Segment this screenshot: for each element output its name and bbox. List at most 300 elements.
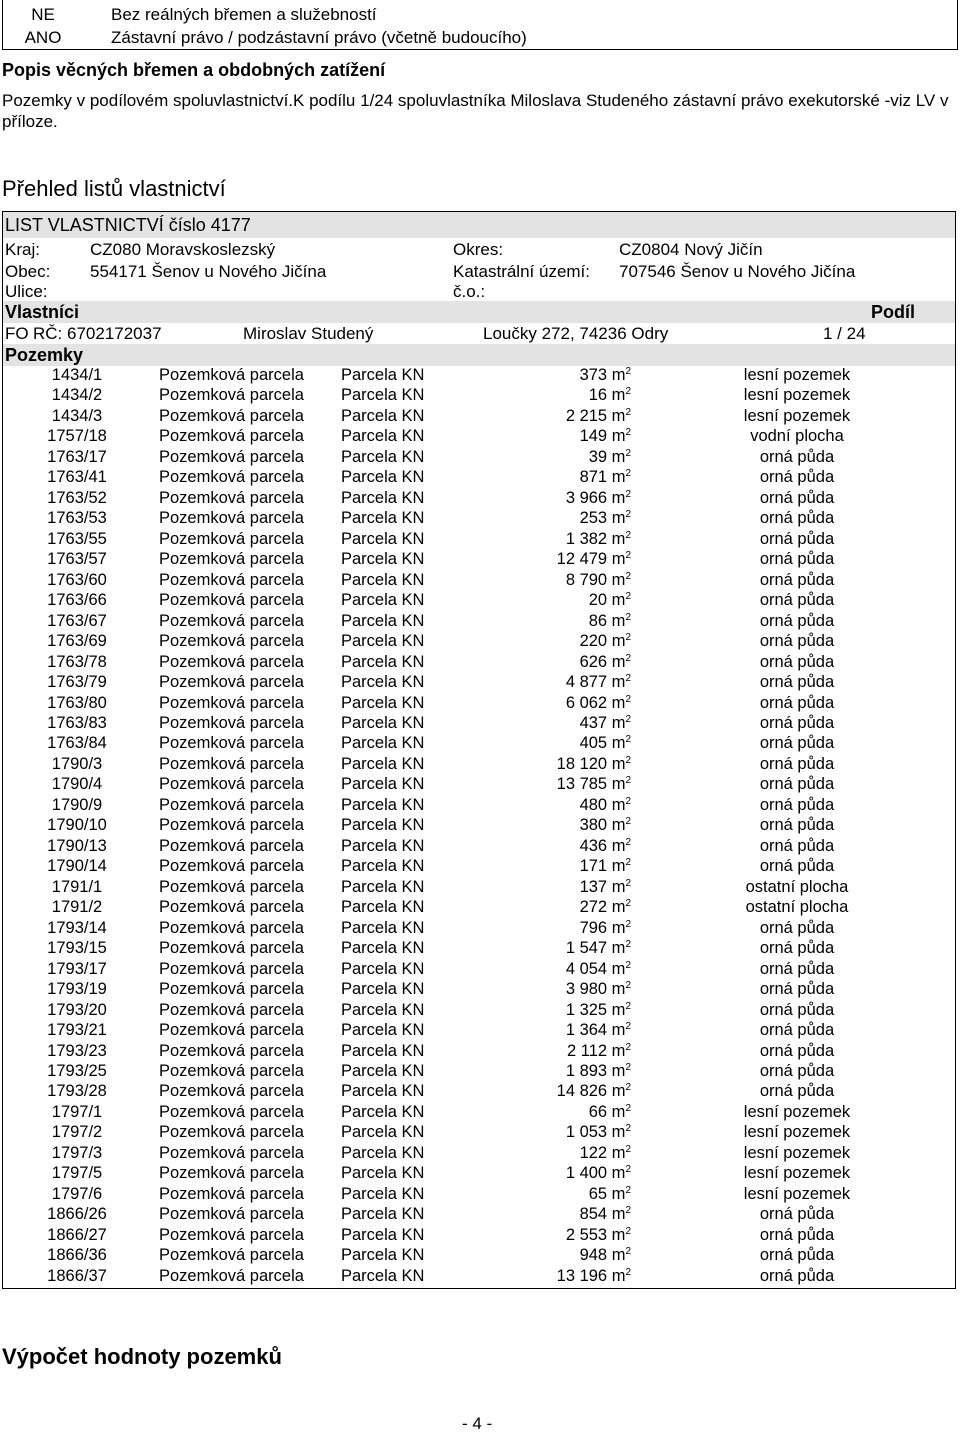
area-superscript: 2 [625, 427, 631, 439]
parcel-land-use: orná půda [759, 673, 835, 692]
vlastnici-band [3, 301, 955, 323]
parcel-land-use: lesní pozemek [743, 1184, 851, 1203]
parcel-area-value: 8 790 m [565, 570, 626, 589]
owner-name: Miroslav Studený [243, 324, 374, 343]
parcel-row [3, 591, 955, 612]
parcel-area [433, 366, 631, 385]
parcel-source: Parcela KN [341, 673, 425, 692]
parcel-type: Pozemková parcela [159, 1164, 304, 1183]
parcel-land-use: orná půda [759, 1021, 835, 1040]
parcel-land-use: orná půda [759, 447, 835, 466]
area-superscript: 2 [625, 857, 631, 869]
parcel-type: Pozemková parcela [159, 1021, 304, 1040]
parcel-area [433, 612, 631, 631]
parcel-type: Pozemková parcela [159, 386, 304, 405]
parcel-row [3, 407, 955, 428]
parcel-source: Parcela KN [341, 713, 425, 732]
parcel-area-value: 1 547 m [565, 939, 626, 958]
parcel-area-value: 2 215 m [565, 406, 626, 425]
parcel-land-use: lesní pozemek [743, 366, 851, 384]
lv-header-band [3, 212, 955, 238]
parcel-row [3, 1205, 955, 1226]
parcel-land-use: orná půda [759, 836, 835, 855]
parcel-area [433, 673, 631, 692]
obec-label: Obec: [5, 262, 51, 281]
parcel-area-value: 4 877 m [565, 673, 626, 692]
parcel-source: Parcela KN [341, 898, 425, 917]
parcel-land-use: orná půda [759, 857, 835, 876]
parcel-area-value: 1 400 m [565, 1164, 626, 1183]
parcel-area [433, 857, 631, 876]
parcel-source: Parcela KN [341, 570, 425, 589]
parcel-type: Pozemková parcela [159, 734, 304, 753]
parcel-area [433, 1267, 631, 1286]
parcel-row [3, 550, 955, 571]
area-superscript: 2 [625, 447, 631, 459]
area-superscript: 2 [625, 898, 631, 910]
parcel-area-value: 854 m [579, 1205, 626, 1224]
parcel-source: Parcela KN [341, 1164, 425, 1183]
parcel-land-use: orná půda [759, 816, 835, 835]
area-superscript: 2 [625, 550, 631, 562]
parcel-number: 1763/66 [47, 591, 107, 610]
parcel-area-value: 16 m [588, 386, 626, 405]
parcel-source: Parcela KN [341, 959, 425, 978]
area-superscript: 2 [625, 754, 631, 766]
parcel-number: 1757/18 [47, 427, 107, 446]
parcel-area [433, 653, 631, 672]
parcel-area [433, 1226, 631, 1245]
parcel-source: Parcela KN [341, 939, 425, 958]
parcel-source: Parcela KN [341, 1184, 425, 1203]
parcel-area-value: 2 112 m [567, 1041, 626, 1060]
parcel-source: Parcela KN [341, 816, 425, 835]
pozemky-band [3, 344, 955, 366]
parcel-type: Pozemková parcela [159, 1143, 304, 1162]
parcel-type: Pozemková parcela [159, 632, 304, 651]
parcel-land-use: orná půda [759, 734, 835, 753]
parcel-land-use: orná půda [759, 1061, 835, 1080]
parcel-type: Pozemková parcela [159, 673, 304, 692]
parcel-source: Parcela KN [341, 1205, 425, 1224]
parcel-row [3, 1164, 955, 1185]
parcel-row [3, 386, 955, 407]
parcel-row [3, 1021, 955, 1042]
parcel-land-use: orná půda [759, 918, 835, 937]
parcel-area [433, 1001, 631, 1020]
parcel-number: 1763/17 [47, 447, 107, 466]
parcel-type: Pozemková parcela [159, 1205, 304, 1224]
parcel-area [433, 775, 631, 794]
parcel-type: Pozemková parcela [159, 447, 304, 466]
parcel-source: Parcela KN [341, 611, 425, 630]
parcel-area-value: 171 m [579, 857, 626, 876]
parcel-row [3, 653, 955, 674]
parcel-land-use: orná půda [759, 468, 835, 487]
parcel-source: Parcela KN [341, 386, 425, 405]
area-superscript: 2 [625, 1225, 631, 1237]
parcel-number: 1763/80 [47, 693, 107, 712]
parcel-number: 1763/67 [47, 611, 107, 630]
parcel-number: 1434/2 [51, 386, 103, 405]
parcel-type: Pozemková parcela [159, 550, 304, 569]
parcel-area [433, 816, 631, 835]
parcel-type: Pozemková parcela [159, 1061, 304, 1080]
parcel-land-use: orná půda [759, 939, 835, 958]
area-superscript: 2 [625, 734, 631, 746]
parcel-area-value: 66 m [588, 1102, 626, 1121]
parcel-land-use: orná půda [759, 693, 835, 712]
parcel-number: 1866/37 [47, 1266, 107, 1285]
parcel-area-value: 3 980 m [565, 980, 626, 999]
parcel-land-use: lesní pozemek [743, 1102, 851, 1121]
parcel-area [433, 1246, 631, 1265]
area-superscript: 2 [625, 795, 631, 807]
section-heading-vypocet: Výpočet hodnoty pozemků [2, 1344, 282, 1369]
parcel-type: Pozemková parcela [159, 1082, 304, 1101]
parcel-type: Pozemková parcela [159, 1123, 304, 1142]
parcel-type: Pozemková parcela [159, 1246, 304, 1265]
parcel-row [3, 1185, 955, 1206]
parcel-number: 1866/36 [47, 1246, 107, 1265]
parcel-number: 1793/19 [47, 980, 107, 999]
parcel-land-use: orná půda [759, 591, 835, 610]
encumbrance-label: Zástavní právo / podzástavní právo (včetně budoucího) [111, 28, 527, 47]
parcel-land-use: orná půda [759, 980, 835, 999]
ku-value: 707546 Šenov u Nového Jičína [619, 262, 856, 281]
parcel-row [3, 694, 955, 715]
parcel-source: Parcela KN [341, 488, 425, 507]
parcel-number: 1791/1 [51, 877, 103, 896]
parcel-number: 1763/78 [47, 652, 107, 671]
parcel-type: Pozemková parcela [159, 1041, 304, 1060]
parcel-type: Pozemková parcela [159, 509, 304, 528]
owner-share: 1 / 24 [823, 324, 866, 343]
parcel-source: Parcela KN [341, 591, 425, 610]
parcel-land-use: orná půda [759, 509, 835, 528]
parcel-source: Parcela KN [341, 468, 425, 487]
parcel-land-use: orná půda [759, 959, 835, 978]
parcel-source: Parcela KN [341, 918, 425, 937]
parcel-source: Parcela KN [341, 652, 425, 671]
parcel-area-value: 3 966 m [565, 488, 626, 507]
okres-label: Okres: [453, 240, 504, 259]
parcel-type: Pozemková parcela [159, 877, 304, 896]
parcel-type: Pozemková parcela [159, 570, 304, 589]
parcel-row [3, 898, 955, 919]
parcel-type: Pozemková parcela [159, 775, 304, 794]
area-superscript: 2 [625, 509, 631, 521]
area-superscript: 2 [625, 959, 631, 971]
area-superscript: 2 [625, 836, 631, 848]
parcel-row [3, 919, 955, 940]
parcel-area [433, 550, 631, 569]
podil-heading: Podíl [871, 302, 915, 322]
area-superscript: 2 [625, 632, 631, 644]
parcel-row [3, 960, 955, 981]
parcel-land-use: orná půda [759, 1000, 835, 1019]
parcel-source: Parcela KN [341, 734, 425, 753]
list-vlastnictvi-box [2, 211, 956, 1289]
area-superscript: 2 [625, 652, 631, 664]
parcel-land-use: orná půda [759, 1041, 835, 1060]
parcel-area [433, 960, 631, 979]
parcel-number: 1763/55 [47, 529, 107, 548]
parcel-number: 1793/20 [47, 1000, 107, 1019]
area-superscript: 2 [625, 1102, 631, 1114]
parcel-area [433, 1185, 631, 1204]
co-label: č.o.: [453, 282, 486, 301]
parcel-source: Parcela KN [341, 1123, 425, 1142]
parcel-type: Pozemková parcela [159, 1184, 304, 1203]
parcel-area-value: 149 m [579, 427, 626, 446]
parcel-source: Parcela KN [341, 877, 425, 896]
area-superscript: 2 [625, 775, 631, 787]
parcel-row [3, 673, 955, 694]
owner-type: FO [5, 324, 29, 343]
parcel-source: Parcela KN [341, 529, 425, 548]
parcel-row [3, 857, 955, 878]
parcel-land-use: orná půda [759, 632, 835, 651]
parcel-source: Parcela KN [341, 406, 425, 425]
lv-header: LIST VLASTNICTVÍ číslo 4177 [5, 215, 251, 235]
parcel-area-value: 14 826 m [556, 1082, 626, 1101]
parcel-land-use: orná půda [759, 570, 835, 589]
parcel-row [3, 427, 955, 448]
pozemky-heading: Pozemky [5, 345, 84, 365]
parcel-type: Pozemková parcela [159, 652, 304, 671]
parcel-source: Parcela KN [341, 366, 425, 384]
parcel-row [3, 1062, 955, 1083]
parcel-area [433, 1205, 631, 1224]
area-superscript: 2 [625, 366, 631, 377]
okres-value: CZ0804 Nový Jičín [619, 240, 763, 259]
parcel-row [3, 448, 955, 469]
parcel-source: Parcela KN [341, 1041, 425, 1060]
parcel-source: Parcela KN [341, 1225, 425, 1244]
section-heading-prehled: Přehled listů vlastnictví [2, 176, 226, 201]
parcel-number: 1763/53 [47, 509, 107, 528]
popis-text: Pozemky v podílovém spoluvlastnictví.K podílu 1/24 spoluvlastníka Miloslava Studeného zástavní právo exekutorské -viz LV v příloze. [2, 91, 949, 131]
parcel-row [3, 775, 955, 796]
parcel-area-value: 4 054 m [565, 959, 626, 978]
parcel-area [433, 878, 631, 897]
parcel-number: 1763/41 [47, 468, 107, 487]
parcel-area [433, 1103, 631, 1122]
parcel-area [433, 530, 631, 549]
parcel-type: Pozemková parcela [159, 857, 304, 876]
parcel-row [3, 837, 955, 858]
owner-rc: RČ: 6702172037 [33, 324, 162, 343]
parcel-area [433, 755, 631, 774]
ku-label: Katastrální území: [453, 262, 591, 281]
parcel-number: 1763/83 [47, 713, 107, 732]
parcel-number: 1793/23 [47, 1041, 107, 1060]
parcel-number: 1793/17 [47, 959, 107, 978]
area-superscript: 2 [625, 1266, 631, 1278]
parcel-row [3, 878, 955, 899]
area-superscript: 2 [625, 1143, 631, 1155]
parcel-type: Pozemková parcela [159, 795, 304, 814]
parcel-area [433, 489, 631, 508]
parcel-type: Pozemková parcela [159, 693, 304, 712]
parcel-row [3, 1144, 955, 1165]
parcel-area [433, 1042, 631, 1061]
parcel-land-use: lesní pozemek [743, 406, 851, 425]
parcel-area-value: 65 m [588, 1184, 626, 1203]
parcel-area [433, 571, 631, 590]
parcel-area-value: 626 m [579, 652, 626, 671]
parcel-area-value: 137 m [579, 877, 626, 896]
parcel-type: Pozemková parcela [159, 1102, 304, 1121]
parcel-area-value: 18 120 m [556, 754, 626, 773]
parcel-number: 1790/3 [51, 754, 103, 773]
parcel-land-use: vodní plocha [750, 427, 844, 446]
area-superscript: 2 [625, 529, 631, 541]
parcel-source: Parcela KN [341, 1061, 425, 1080]
area-superscript: 2 [625, 713, 631, 725]
parcel-area-value: 437 m [579, 713, 626, 732]
area-superscript: 2 [625, 980, 631, 992]
parcel-row [3, 1082, 955, 1103]
area-superscript: 2 [625, 877, 631, 889]
parcel-number: 1790/4 [51, 775, 103, 794]
area-superscript: 2 [625, 1061, 631, 1073]
parcel-area [433, 1082, 631, 1101]
parcel-number: 1866/27 [47, 1225, 107, 1244]
parcel-land-use: orná půda [759, 652, 835, 671]
parcel-type: Pozemková parcela [159, 939, 304, 958]
parcel-type: Pozemková parcela [159, 1000, 304, 1019]
parcel-area-value: 871 m [579, 468, 626, 487]
area-superscript: 2 [625, 1184, 631, 1196]
area-superscript: 2 [625, 468, 631, 480]
encumbrance-box [2, 0, 958, 50]
parcel-number: 1791/2 [51, 898, 103, 917]
parcel-land-use: orná půda [759, 1082, 835, 1101]
encumbrance-answer: ANO [24, 28, 62, 47]
vlastnici-heading: Vlastníci [5, 302, 80, 322]
parcel-land-use: orná půda [759, 1225, 835, 1244]
parcel-row [3, 714, 955, 735]
parcel-area-value: 20 m [588, 591, 626, 610]
parcel-row [3, 980, 955, 1001]
parcel-type: Pozemková parcela [159, 529, 304, 548]
parcel-type: Pozemková parcela [159, 898, 304, 917]
parcel-number: 1793/14 [47, 918, 107, 937]
parcel-number: 1790/13 [47, 836, 107, 855]
area-superscript: 2 [625, 386, 631, 398]
area-superscript: 2 [625, 1041, 631, 1053]
parcel-row [3, 734, 955, 755]
parcel-row [3, 796, 955, 817]
parcel-area [433, 1144, 631, 1163]
parcel-land-use: orná půda [759, 795, 835, 814]
parcel-source: Parcela KN [341, 509, 425, 528]
parcel-area-value: 1 325 m [565, 1000, 626, 1019]
parcel-row [3, 1226, 955, 1247]
parcel-area [433, 714, 631, 733]
parcel-area [433, 407, 631, 426]
parcel-source: Parcela KN [341, 693, 425, 712]
parcel-area-value: 948 m [579, 1246, 626, 1265]
parcel-area-value: 39 m [588, 447, 626, 466]
parcel-row [3, 530, 955, 551]
parcel-source: Parcela KN [341, 427, 425, 446]
parcel-area-value: 380 m [579, 816, 626, 835]
parcel-area [433, 1123, 631, 1142]
owner-address: Loučky 272, 74236 Odry [483, 324, 669, 343]
parcel-area [433, 980, 631, 999]
parcel-source: Parcela KN [341, 1246, 425, 1265]
area-superscript: 2 [625, 1205, 631, 1217]
parcel-land-use: orná půda [759, 488, 835, 507]
page-number: - 4 - [462, 1414, 493, 1433]
parcel-number: 1797/2 [51, 1123, 103, 1142]
parcel-area [433, 734, 631, 753]
parcel-source: Parcela KN [341, 550, 425, 569]
parcel-area [433, 796, 631, 815]
parcel-row [3, 1042, 955, 1063]
parcel-row [3, 571, 955, 592]
parcel-row [3, 1001, 955, 1022]
parcel-type: Pozemková parcela [159, 488, 304, 507]
parcel-row [3, 612, 955, 633]
parcel-row [3, 509, 955, 530]
kraj-value: CZ080 Moravskoslezský [90, 240, 276, 259]
parcel-number: 1790/9 [51, 795, 103, 814]
parcel-source: Parcela KN [341, 1266, 425, 1285]
parcel-source: Parcela KN [341, 980, 425, 999]
area-superscript: 2 [625, 611, 631, 623]
parcel-type: Pozemková parcela [159, 611, 304, 630]
parcel-type: Pozemková parcela [159, 754, 304, 773]
encumbrance-label: Bez reálných břemen a služebností [111, 5, 377, 24]
parcel-land-use: lesní pozemek [743, 1164, 851, 1183]
parcel-number: 1797/5 [51, 1164, 103, 1183]
parcel-number: 1763/84 [47, 734, 107, 753]
parcel-land-use: lesní pozemek [743, 386, 851, 405]
area-superscript: 2 [625, 693, 631, 705]
area-superscript: 2 [625, 816, 631, 828]
parcel-area [433, 939, 631, 958]
parcel-number: 1797/6 [51, 1184, 103, 1203]
area-superscript: 2 [625, 488, 631, 500]
parcel-number: 1763/79 [47, 673, 107, 692]
parcel-area-value: 253 m [579, 509, 626, 528]
ulice-label: Ulice: [5, 282, 48, 301]
parcel-area-value: 220 m [579, 632, 626, 651]
parcel-row [3, 755, 955, 776]
parcel-land-use: ostatní plocha [745, 898, 849, 917]
parcel-source: Parcela KN [341, 836, 425, 855]
parcel-number: 1763/69 [47, 632, 107, 651]
parcel-row [3, 1103, 955, 1124]
parcel-area [433, 837, 631, 856]
parcel-area-value: 373 m [579, 366, 626, 384]
parcel-land-use: orná půda [759, 1246, 835, 1265]
area-superscript: 2 [625, 406, 631, 418]
parcel-source: Parcela KN [341, 775, 425, 794]
area-superscript: 2 [625, 1164, 631, 1176]
parcel-area-value: 13 785 m [556, 775, 626, 794]
parcel-number: 1790/10 [47, 816, 107, 835]
parcel-type: Pozemková parcela [159, 980, 304, 999]
area-superscript: 2 [625, 570, 631, 582]
area-superscript: 2 [625, 591, 631, 603]
parcel-type: Pozemková parcela [159, 836, 304, 855]
parcel-number: 1797/1 [51, 1102, 103, 1121]
